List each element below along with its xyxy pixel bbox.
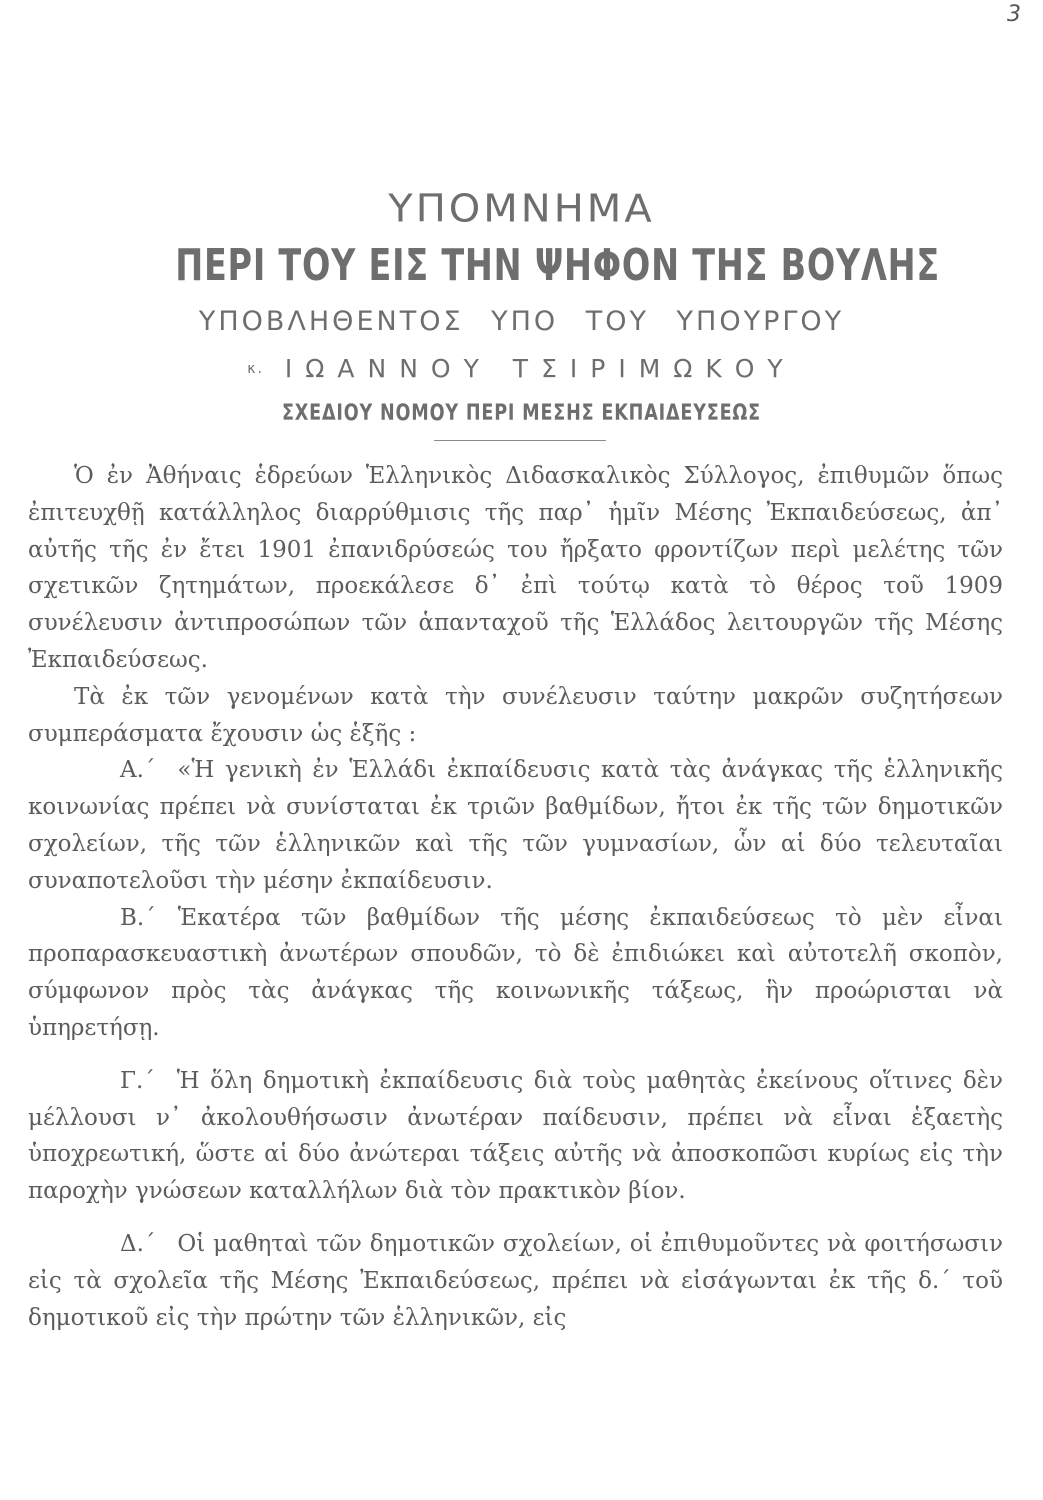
item-marker: Γ.´ [120,1067,155,1094]
title-line-submitted: ΥΠΟΒΛΗΘΕΝΤΟΣ ΥΠΟ ΤΟΥ ΥΠΟΥΡΓΟΥ [198,306,845,337]
title-divider [434,440,606,441]
title-honorific: κ. [247,361,264,377]
item-text: Οἱ μαθηταὶ τῶν δημοτικῶν σχολείων, οἱ ἐπιθυμοῦντες νὰ φοιτήσωσιν εἰς τὰ σχολεῖα τῆς Μέσης Ἐκπαιδεύσεως, πρέπει νὰ εἰσάγωνται ἐκ τῆς δ.´ τοῦ δημοτικοῦ εἰς τὴν πρώτην τῶν ἑλληνικῶν, εἰς [28,1230,1003,1331]
title-line-subject: ΠΕΡΙ ΤΟΥ ΕΙΣ ΤΗΝ ΨΗΦΟΝ ΤΗΣ ΒΟΥΛΗΣ [175,240,940,291]
page-number-mark: 3 [1007,2,1021,27]
title-line-minister [0,354,1043,383]
document-body [28,458,1003,1336]
item-text: Ἑκατέρα τῶν βαθμίδων τῆς μέσης ἐκπαιδεύσεως τὸ μὲν εἶναι προπαρασκευαστικὴ ἀνωτέρων σπουδῶν, τὸ δὲ ἐπιδιώκει καὶ αὐτοτελῆ σκοπὸν, σύμφωνον πρὸς τὰς ἀνάγκας τῆς κοινωνικῆς τάξεως, ἣν προώρισται νὰ ὑπηρετήσῃ. [28,904,1003,1041]
item-text: Ἡ ὅλη δημοτικὴ ἐκπαίδευσις διὰ τοὺς μαθητὰς ἐκείνους οἵτινες δὲν μέλλουσι ν᾽ ἀκολουθήσωσιν ἀνωτέραν παίδευσιν, πρέπει νὰ εἶναι ἑξαετὴς ὑποχρεωτική, ὥστε αἱ δύο ἀνώτεραι τάξεις αὐτῆς νὰ ἀποσκοπῶσι κυρίως εἰς τὴν παροχὴν γνώσεων καταλλήλων διὰ τὸν πρακτικὸν βίον. [28,1067,1003,1205]
item-text: «Ἡ γενικὴ ἐν Ἑλλάδι ἐκπαίδευσις κατὰ τὰς ἀνάγκας τῆς ἑλληνικῆς κοινωνίας πρέπει νὰ συνίσταται ἐκ τριῶν βαθμίδων, ἤτοι ἐκ τῆς τῶν δημοτικῶν σχολείων, τῆς τῶν ἑλληνικῶν καὶ τῆς τῶν γυμνασίων, ὧν αἱ δύο τελευταῖαι συναποτελοῦσι τὴν μέσην ἐκπαίδευσιν. [28,757,1003,894]
document-title: ΥΠΟΜΝΗΜΑ [388,187,655,231]
minister-name: ΙΩΑΝΝΟΥ ΤΣΙΡΙΜΩΚΟΥ [284,354,796,383]
item-marker: Δ.´ [120,1230,156,1257]
list-item [28,900,1003,1047]
list-item [28,1226,1003,1336]
list-item [28,1063,1003,1210]
paragraph-intro: Ὁ ἐν Ἀθήναις ἑδρεύων Ἑλληνικὸς Διδασκαλικὸς Σύλλογος, ἐπιθυμῶν ὅπως ἐπιτευχθῇ κατάλληλος διαρρύθμισις τῆς παρ᾽ ἡμῖν Μέσης Ἐκπαιδεύσεως, ἀπ᾽ αὐτῆς τῆς ἐν ἔτει 1901 ἐπανιδρύσεώς του ἤρξατο φροντίζων περὶ μελέτης τῶν σχετικῶν ζητημάτων, προεκάλεσε δ᾽ ἐπὶ τούτῳ κατὰ τὸ θέρος τοῦ 1909 συνέλευσιν ἀντιπροσώπων τῶν ἁπανταχοῦ τῆς Ἑλλάδος λειτουργῶν τῆς Μέσης Ἐκπαιδεύσεως. [28,463,1003,673]
item-marker: Α.´ [120,757,156,784]
item-marker: Β.´ [120,904,156,931]
title-line-bill: ΣΧΕΔΙΟΥ ΝΟΜΟΥ ΠΕΡΙ ΜΕΣΗΣ ΕΚΠΑΙΔΕΥΣΕΩΣ [281,401,761,426]
paragraph-conclusions: Τὰ ἐκ τῶν γενομένων κατὰ τὴν συνέλευσιν ταύτην μακρῶν συζητήσεων συμπεράσματα ἔχουσιν ὡς ἑξῆς : [28,683,1003,747]
list-item [28,752,1003,899]
